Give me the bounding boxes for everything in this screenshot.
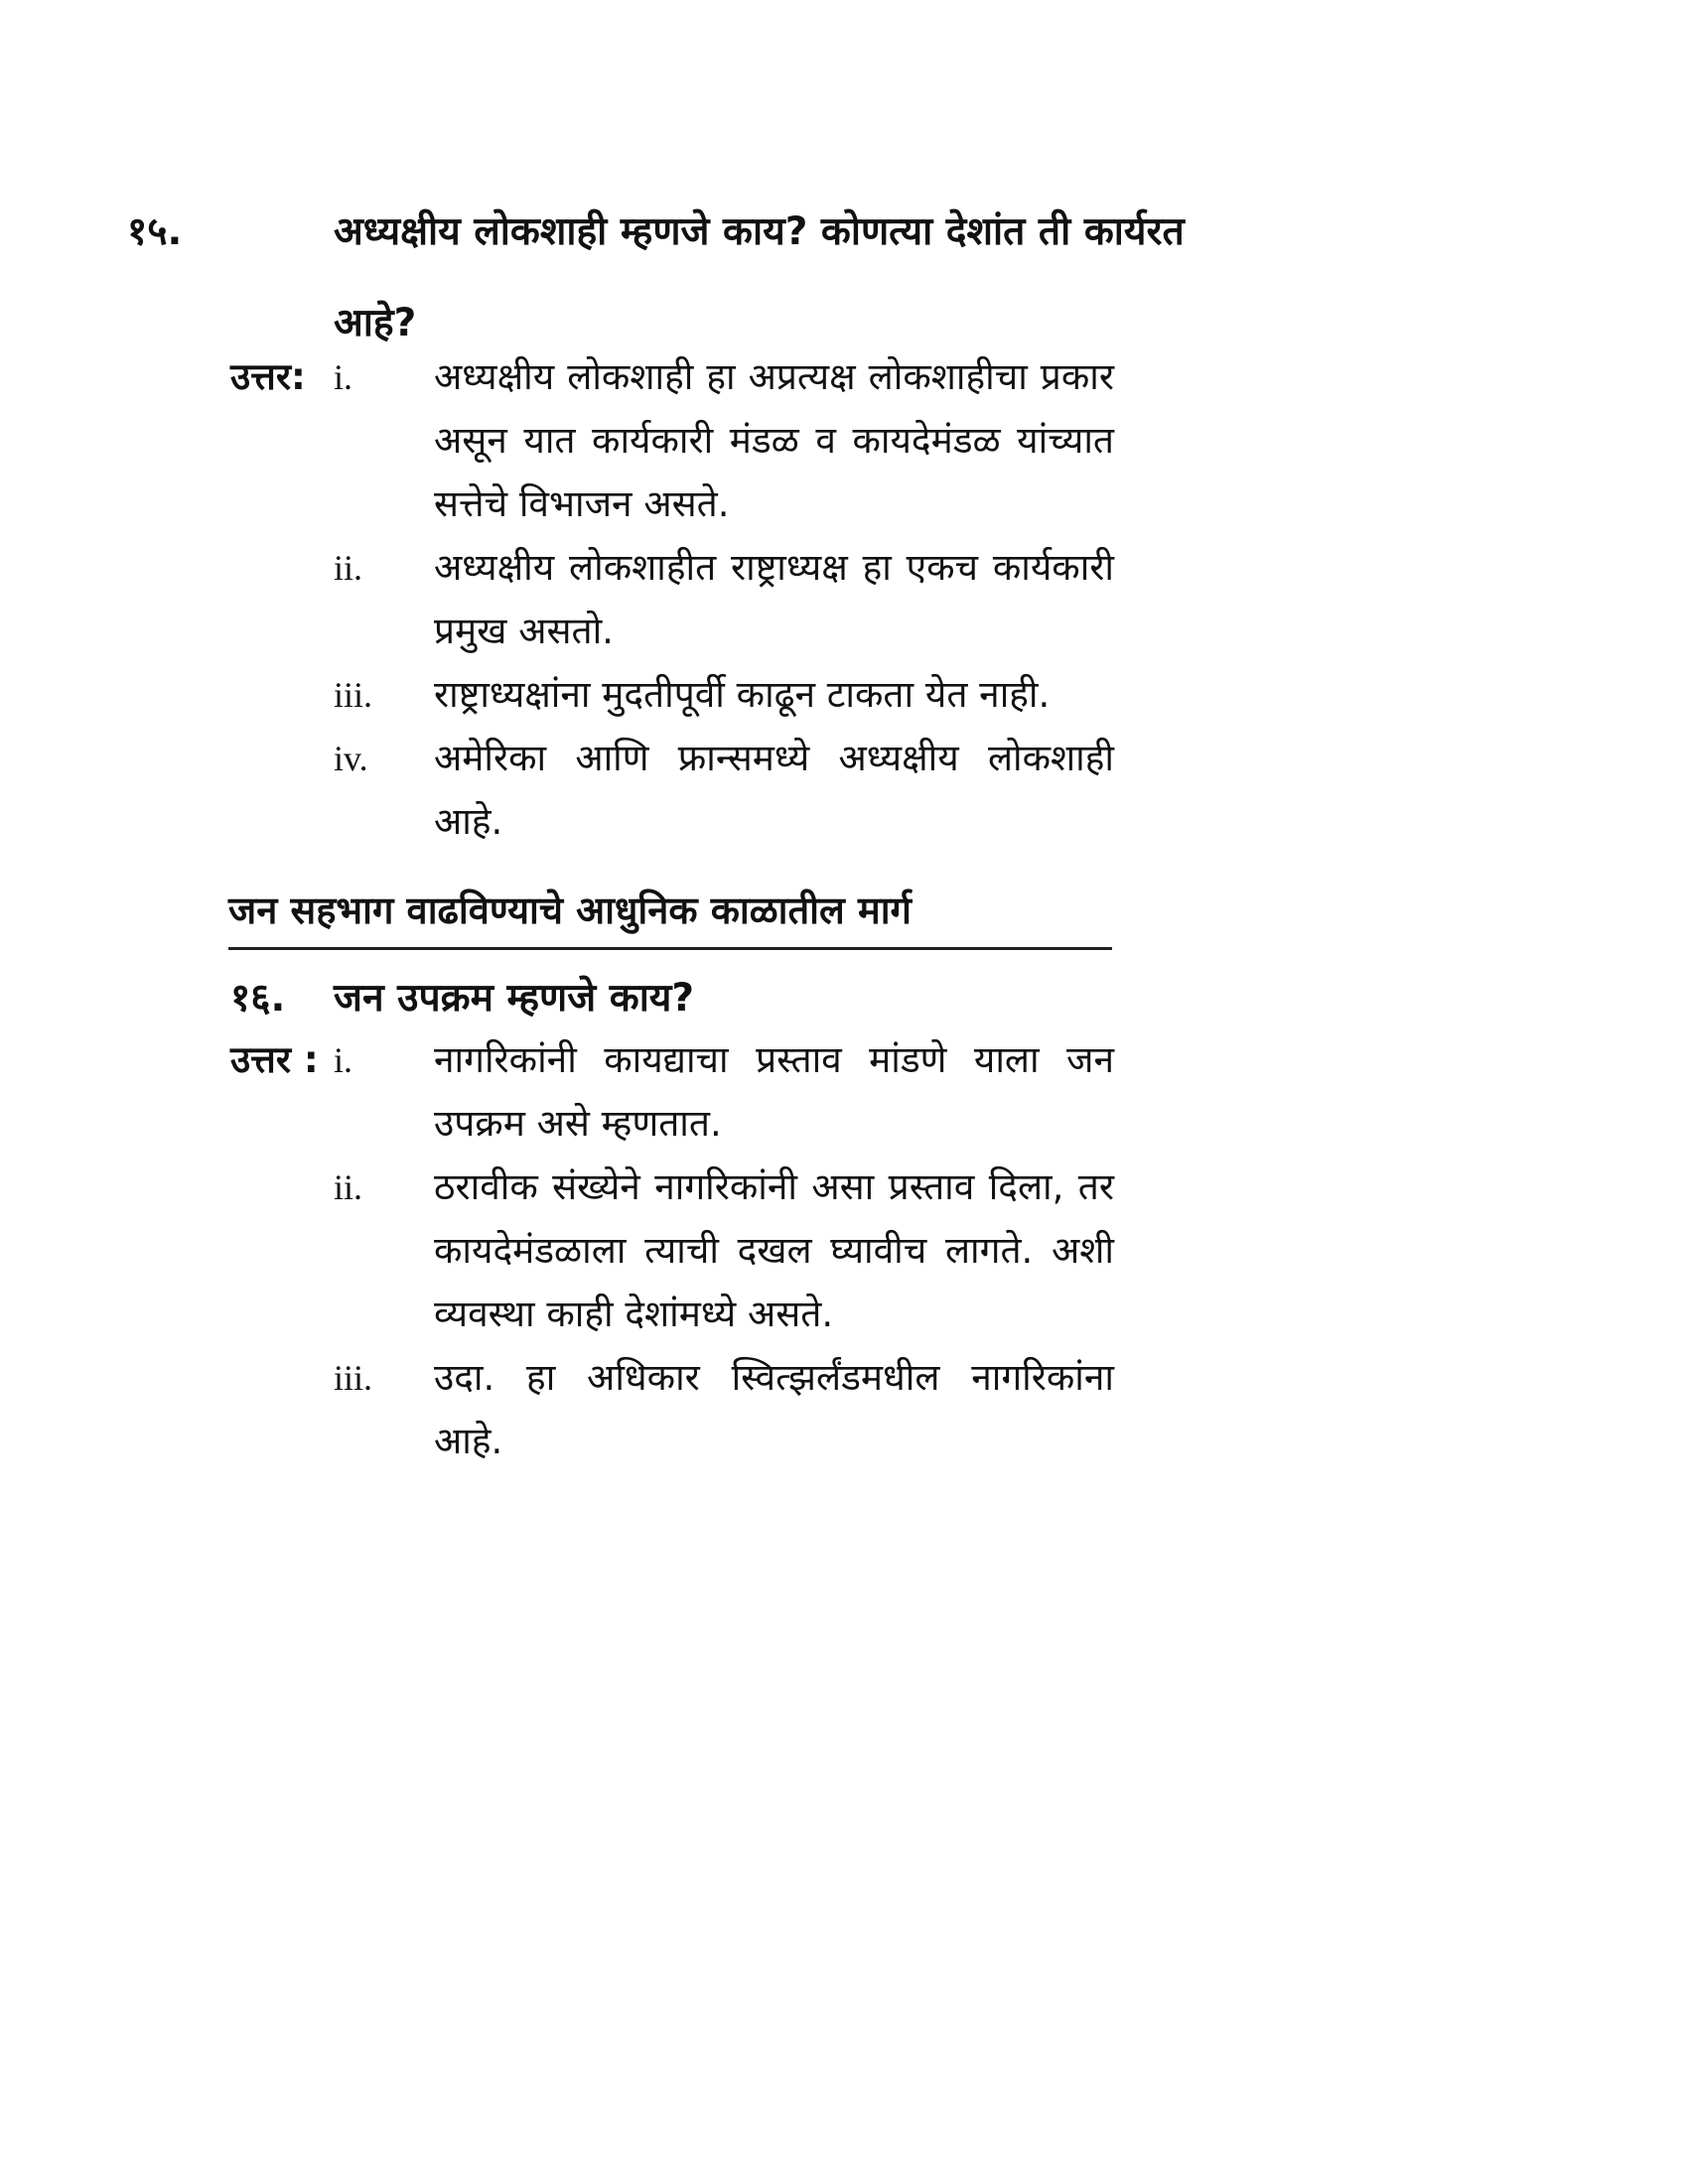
point-text: राष्ट्राध्यक्षांना मुदतीपूर्वी काढून टाकता येत नाही. [434, 673, 1051, 716]
point-text: ठरावीक संख्येने नागरिकांनी असा प्रस्ताव दिला, तर कायदेमंडळाला त्याची दखल घ्यावीच लागते. अशी व्यवस्था काही देशांमध्ये असते. [434, 1165, 1114, 1335]
answer-point [230, 1156, 1114, 1346]
answer-point [230, 536, 1114, 663]
answer-point [230, 1028, 1114, 1156]
answer-point [230, 727, 1114, 854]
point-text: नागरिकांनी कायद्याचा प्रस्ताव मांडणे याला जन उपक्रम असे म्हणतात. [434, 1038, 1114, 1145]
point-text: उदा. हा अधिकार स्वित्झर्लंडमधील नागरिकांना आहे. [434, 1356, 1114, 1462]
point-number: i. [334, 357, 353, 397]
answer-point [230, 663, 1114, 727]
question-15 [127, 187, 1227, 369]
answer-15 [230, 345, 1114, 854]
question-text: जन उपक्रम म्हणजे काय? [334, 976, 695, 1021]
question-text: अध्यक्षीय लोकशाही म्हणजे काय? कोणत्या देशांत ती कार्यरत आहे? [334, 209, 1185, 345]
answer-point [230, 345, 1114, 536]
answer-point [230, 1346, 1114, 1473]
point-number: iii. [334, 1358, 373, 1398]
section-heading: जन सहभाग वाढविण्याचे आधुनिक काळातील मार्ग [228, 882, 1112, 950]
point-number: ii. [334, 1167, 363, 1207]
answer-16 [230, 1028, 1114, 1473]
question-number: १६. [230, 976, 286, 1021]
question-number: १५. [127, 209, 183, 254]
answer-label: उत्तर: [230, 355, 306, 398]
point-text: अध्यक्षीय लोकशाहीत राष्ट्राध्यक्ष हा एकच कार्यकारी प्रमुख असतो. [434, 546, 1114, 652]
point-text: अमेरिका आणि फ्रान्समध्ये अध्यक्षीय लोकशाही आहे. [434, 737, 1114, 843]
point-number: iv. [334, 739, 368, 778]
point-number: i. [334, 1040, 353, 1080]
point-text: अध्यक्षीय लोकशाही हा अप्रत्यक्ष लोकशाहीचा प्रकार असून यात कार्यकारी मंडळ व कायदेमंडळ यांच्यात सत्तेचे विभाजन असते. [434, 355, 1114, 525]
answer-label: उत्तर : [230, 1038, 319, 1081]
point-number: ii. [334, 548, 363, 588]
point-number: iii. [334, 675, 373, 715]
